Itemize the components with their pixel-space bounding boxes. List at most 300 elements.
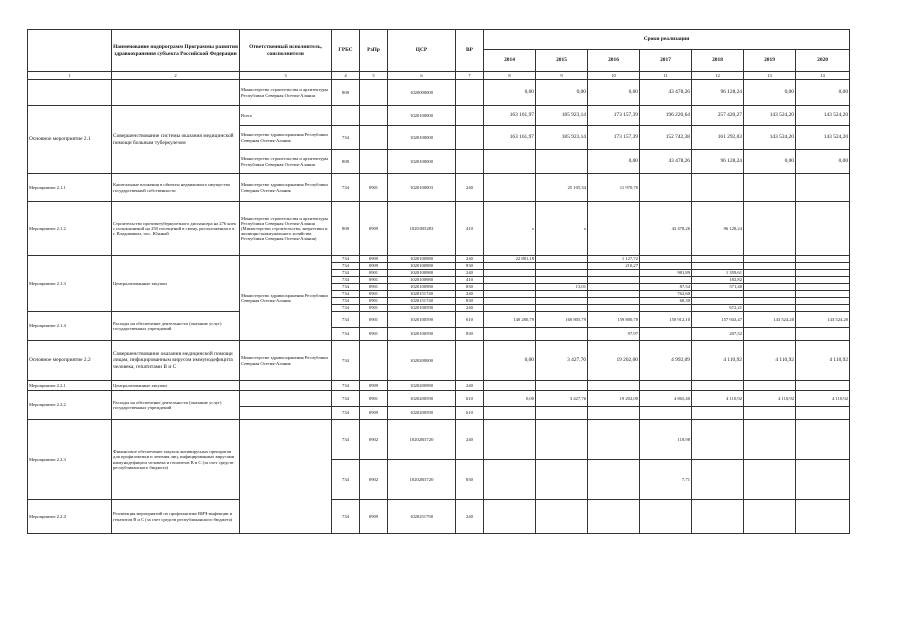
- vr-cell: 830: [456, 284, 484, 291]
- year-value-cell: 207,52: [692, 328, 744, 341]
- executor-cell: Министерство здравоохранения Республики Северная Осетия-Алания: [240, 341, 332, 381]
- year-value-cell: [588, 407, 640, 420]
- grbs-cell: 734: [332, 256, 360, 263]
- year-value-cell: [796, 263, 850, 270]
- year-value-cell: 68,30: [640, 298, 692, 305]
- year-value-cell: 0,00: [796, 150, 850, 174]
- year-value-cell: 143 524,20: [744, 312, 796, 328]
- csr-cell: 1020100000: [388, 126, 456, 150]
- year-value-cell: [588, 500, 640, 534]
- year-value-cell: [484, 407, 536, 420]
- rz-cell: 0902: [360, 460, 388, 500]
- year-header: 2016: [588, 50, 640, 72]
- vr-cell: [456, 106, 484, 126]
- vr-cell: [456, 341, 484, 381]
- year-value-cell: 0,00: [588, 150, 640, 174]
- year-value-cell: 571,40: [692, 284, 744, 291]
- col-header-deadlines: Сроки реализации: [484, 30, 850, 50]
- year-value-cell: 981,89: [640, 270, 692, 277]
- year-value-cell: 87,54: [640, 284, 692, 291]
- measure-code-cell: Мероприятие 2.1.3: [28, 256, 112, 312]
- grbs-cell: 734: [332, 381, 360, 391]
- vr-cell: 410: [456, 277, 484, 284]
- year-value-cell: [588, 291, 640, 298]
- measure-name-cell: Совершенствование оказания медицинской помощи лицам, инфицированным вирусом иммунодефицита человека, гепатитами B и C: [112, 341, 240, 381]
- grbs-cell: 734: [332, 460, 360, 500]
- grbs-cell: 734: [332, 174, 360, 202]
- year-header: 2018: [692, 50, 744, 72]
- year-value-cell: [536, 420, 588, 460]
- year-value-cell: 161 292,03: [692, 126, 744, 150]
- year-value-cell: [692, 460, 744, 500]
- year-value-cell: [640, 500, 692, 534]
- year-value-cell: 173 157,39: [588, 106, 640, 126]
- year-value-cell: 163 161,97: [484, 126, 536, 150]
- year-value-cell: [796, 328, 850, 341]
- year-value-cell: [484, 328, 536, 341]
- table-row: [28, 420, 850, 460]
- csr-cell: 1020100980: [388, 263, 456, 270]
- grbs-cell: 734: [332, 312, 360, 328]
- year-value-cell: 0,00: [744, 80, 796, 106]
- grbs-cell: 808: [332, 150, 360, 174]
- year-value-cell: [484, 277, 536, 284]
- rz-cell: [360, 106, 388, 126]
- year-value-cell: [640, 256, 692, 263]
- col-header-rzpr: РзПр: [360, 30, 388, 72]
- year-value-cell: [796, 420, 850, 460]
- year-value-cell: [484, 284, 536, 291]
- rz-cell: [360, 126, 388, 150]
- year-value-cell: 4 110,92: [796, 391, 850, 407]
- year-value-cell: 140 280,79: [484, 312, 536, 328]
- measure-name-cell: Строительство противотуберкулезного диспансера на 276 коек с поликлиникой на 250 посещений в смену, расположенного в г. Владикавказ, пос. Южный: [112, 202, 240, 256]
- rz-cell: 0909: [360, 263, 388, 270]
- measure-code-cell: Основное мероприятие 2.2: [28, 341, 112, 381]
- year-value-cell: [796, 256, 850, 263]
- measure-name-cell: Централизованные закупки: [112, 381, 240, 391]
- table-row: [28, 341, 850, 381]
- year-value-cell: [744, 277, 796, 284]
- vr-cell: 610: [456, 407, 484, 420]
- grbs-cell: 734: [332, 263, 360, 270]
- year-value-cell: [796, 291, 850, 298]
- year-value-cell: [692, 298, 744, 305]
- year-value-cell: [744, 298, 796, 305]
- executor-cell: Министерство строительства и архитектуры Республики Северная Осетия-Алания: [240, 150, 332, 174]
- year-value-cell: х: [536, 202, 588, 256]
- year-value-cell: [744, 305, 796, 312]
- year-value-cell: [588, 277, 640, 284]
- grbs-cell: 734: [332, 298, 360, 305]
- year-value-cell: [484, 305, 536, 312]
- measure-code-cell: Мероприятие 2.2.4: [28, 500, 112, 534]
- year-value-cell: 4 110,92: [692, 341, 744, 381]
- csr-cell: 1020100980: [388, 284, 456, 291]
- year-value-cell: [744, 202, 796, 256]
- year-value-cell: [640, 381, 692, 391]
- year-value-cell: 96 128,24: [692, 150, 744, 174]
- year-value-cell: 0,00: [484, 391, 536, 407]
- csr-cell: 1020151740: [388, 298, 456, 305]
- csr-cell: 1020200590: [388, 391, 456, 407]
- measure-name-cell: Централизованные закупки: [112, 256, 240, 312]
- executor-cell: Министерство здравоохранения Республики Северная Осетия-Алания: [240, 126, 332, 150]
- rz-cell: [360, 341, 388, 381]
- csr-cell: 1020100980: [388, 256, 456, 263]
- col-number: 10: [588, 72, 640, 80]
- year-value-cell: [640, 407, 692, 420]
- executor-cell: Министерство строительства и архитектуры Республики Северная Осетия-Алания (Министерство строительства, энергетики и жилищно-коммунального хозяйства Республики Северная Осетия-Алания): [240, 202, 332, 256]
- col-header-executor: Ответственный исполнитель, соисполнители: [240, 30, 332, 72]
- year-value-cell: х: [484, 202, 536, 256]
- year-value-cell: 185 923,14: [536, 126, 588, 150]
- table-row: [28, 256, 850, 263]
- year-value-cell: [588, 381, 640, 391]
- vr-cell: 240: [456, 270, 484, 277]
- rz-cell: 0901: [360, 277, 388, 284]
- vr-cell: 240: [456, 174, 484, 202]
- year-value-cell: [692, 500, 744, 534]
- rz-cell: 0909: [360, 381, 388, 391]
- year-value-cell: 118,98: [640, 420, 692, 460]
- year-value-cell: 97,97: [588, 328, 640, 341]
- year-value-cell: 11 970,70: [588, 174, 640, 202]
- vr-cell: 240: [456, 305, 484, 312]
- year-value-cell: 13,01: [536, 284, 588, 291]
- measure-name-cell: Расходы на обеспечение деятельности (оказание услуг) государственных учреждений: [112, 391, 240, 420]
- csr-cell: 1020200000: [388, 341, 456, 381]
- col-number: 1: [28, 72, 112, 80]
- rz-cell: 0901: [360, 270, 388, 277]
- executor-cell: Всего: [240, 106, 332, 126]
- table-row: [28, 80, 850, 106]
- year-value-cell: [796, 460, 850, 500]
- year-value-cell: [796, 270, 850, 277]
- csr-cell: 10202R3720: [388, 420, 456, 460]
- col-number: 7: [456, 72, 484, 80]
- table-row: [28, 312, 850, 328]
- rz-cell: 0901: [360, 291, 388, 298]
- year-value-cell: 163 161,97: [484, 106, 536, 126]
- col-header-program-name: Наименование подпрограмм Программы развития здравоохранения субъекта Российской Федерации: [112, 30, 240, 72]
- year-value-cell: [588, 202, 640, 256]
- measure-code-cell: Мероприятие 2.2.3: [28, 420, 112, 500]
- year-value-cell: 210,27: [588, 263, 640, 270]
- year-value-cell: [744, 256, 796, 263]
- rz-cell: 0909: [360, 202, 388, 256]
- year-value-cell: [484, 420, 536, 460]
- executor-cell: Министерство здравоохранения Республики Северная Осетия-Алания: [240, 174, 332, 202]
- col-number: 13: [744, 72, 796, 80]
- year-value-cell: 96 128,24: [692, 202, 744, 256]
- year-value-cell: 43 478,26: [640, 202, 692, 256]
- vr-cell: 830: [456, 328, 484, 341]
- year-value-cell: 196 220,64: [640, 106, 692, 126]
- table-row: [28, 174, 850, 202]
- vr-cell: 610: [456, 312, 484, 328]
- year-value-cell: [796, 284, 850, 291]
- rz-cell: 0901: [360, 391, 388, 407]
- grbs-cell: 734: [332, 305, 360, 312]
- year-value-cell: [744, 407, 796, 420]
- col-number: 12: [692, 72, 744, 80]
- year-value-cell: [588, 270, 640, 277]
- year-value-cell: 4 110,92: [744, 341, 796, 381]
- rz-cell: [360, 80, 388, 106]
- csr-cell: 1020000000: [388, 80, 456, 106]
- year-value-cell: 4 992,09: [640, 341, 692, 381]
- year-value-cell: [588, 305, 640, 312]
- year-value-cell: 3 427,76: [536, 391, 588, 407]
- vr-cell: 240: [456, 291, 484, 298]
- csr-cell: 1020100003: [388, 174, 456, 202]
- csr-cell: 1020100980: [388, 270, 456, 277]
- year-value-cell: [640, 328, 692, 341]
- measure-code-cell: Мероприятие 2.2.2: [28, 391, 112, 420]
- vr-cell: [456, 80, 484, 106]
- vr-cell: 610: [456, 391, 484, 407]
- table-row: [28, 391, 850, 407]
- vr-cell: 830: [456, 460, 484, 500]
- year-value-cell: 19 202,00: [588, 391, 640, 407]
- year-value-cell: [796, 407, 850, 420]
- year-value-cell: [796, 202, 850, 256]
- col-number: 9: [536, 72, 588, 80]
- executor-cell: [240, 381, 332, 391]
- year-value-cell: [744, 500, 796, 534]
- year-value-cell: [588, 298, 640, 305]
- vr-cell: 410: [456, 202, 484, 256]
- executor-cell: Министерство строительства и архитектуры Республики Северная Осетия-Алания: [240, 80, 332, 106]
- year-value-cell: [484, 263, 536, 270]
- year-value-cell: [692, 256, 744, 263]
- year-value-cell: [484, 381, 536, 391]
- year-value-cell: [536, 291, 588, 298]
- year-value-cell: 143 524,20: [744, 106, 796, 126]
- table-row: [28, 202, 850, 256]
- year-value-cell: 7,71: [640, 460, 692, 500]
- grbs-cell: 734: [332, 500, 360, 534]
- year-value-cell: [484, 298, 536, 305]
- year-value-cell: [796, 298, 850, 305]
- year-value-cell: [640, 277, 692, 284]
- grbs-cell: [332, 106, 360, 126]
- grbs-cell: 734: [332, 291, 360, 298]
- grbs-cell: 734: [332, 126, 360, 150]
- measure-code-cell: Мероприятие 2.1.2: [28, 202, 112, 256]
- year-value-cell: [536, 305, 588, 312]
- year-value-cell: [744, 270, 796, 277]
- year-value-cell: 1 359,61: [692, 270, 744, 277]
- year-value-cell: 1 127,72: [588, 256, 640, 263]
- year-value-cell: [692, 420, 744, 460]
- grbs-cell: 734: [332, 420, 360, 460]
- measure-code-cell: Мероприятие 2.1.4: [28, 312, 112, 341]
- year-value-cell: 0,00: [796, 80, 850, 106]
- col-header-vr: ВР: [456, 30, 484, 72]
- csr-cell: 10202R3720: [388, 460, 456, 500]
- grbs-cell: 734: [332, 391, 360, 407]
- year-value-cell: 25 105,34: [536, 174, 588, 202]
- csr-cell: 1020100980: [388, 277, 456, 284]
- year-value-cell: [536, 277, 588, 284]
- year-value-cell: [744, 420, 796, 460]
- rz-cell: [360, 150, 388, 174]
- grbs-cell: 734: [332, 270, 360, 277]
- grbs-cell: 734: [332, 407, 360, 420]
- year-value-cell: [588, 284, 640, 291]
- csr-cell: 1020100000: [388, 106, 456, 126]
- measure-code-cell: Основное мероприятие 2.1: [28, 106, 112, 174]
- year-value-cell: [536, 407, 588, 420]
- year-value-cell: 160 805,79: [536, 312, 588, 328]
- year-value-cell: [744, 381, 796, 391]
- measure-name-cell: Расходы на обеспечение деятельности (оказание услуг) государственных учреждений: [112, 312, 240, 341]
- measure-code-cell: Мероприятие 2.2.1: [28, 381, 112, 391]
- year-value-cell: 0,00: [588, 80, 640, 106]
- year-value-cell: [744, 174, 796, 202]
- col-number: 6: [388, 72, 456, 80]
- rz-cell: 0909: [360, 407, 388, 420]
- col-number: 5: [360, 72, 388, 80]
- executor-cell: [240, 420, 332, 534]
- year-value-cell: 43 478,26: [640, 80, 692, 106]
- measure-code-cell: [28, 80, 112, 106]
- vr-cell: 830: [456, 298, 484, 305]
- year-value-cell: [744, 263, 796, 270]
- grbs-cell: 734: [332, 277, 360, 284]
- measure-name-cell: Финансовое обеспечение закупок антивирусных препаратов для профилактики и лечения лиц, инфицированных вирусами иммунодефицита человека и гепатитов B и C (за счет средств республиканского бюджета): [112, 420, 240, 500]
- csr-cell: 1020100590: [388, 328, 456, 341]
- col-number: 2: [112, 72, 240, 80]
- year-value-cell: 4 110,92: [796, 341, 850, 381]
- year-value-cell: [796, 305, 850, 312]
- year-value-cell: 43 478,26: [640, 150, 692, 174]
- year-value-cell: 182,82: [692, 277, 744, 284]
- year-value-cell: [484, 150, 536, 174]
- csr-cell: 10201R5283: [388, 202, 456, 256]
- year-value-cell: 159 800,78: [588, 312, 640, 328]
- year-value-cell: [536, 381, 588, 391]
- year-value-cell: 762,60: [640, 291, 692, 298]
- csr-cell: 1020100590: [388, 305, 456, 312]
- year-value-cell: 3 427,76: [536, 341, 588, 381]
- year-value-cell: 173 157,39: [588, 126, 640, 150]
- year-value-cell: [588, 460, 640, 500]
- year-value-cell: 0,00: [536, 80, 588, 106]
- rz-cell: 0901: [360, 284, 388, 291]
- year-value-cell: [536, 328, 588, 341]
- col-number: 14: [796, 72, 850, 80]
- year-value-cell: [484, 500, 536, 534]
- col-number: 8: [484, 72, 536, 80]
- year-value-cell: 4 110,92: [744, 391, 796, 407]
- csr-cell: 1020100590: [388, 312, 456, 328]
- vr-cell: 240: [456, 256, 484, 263]
- measure-name-cell: [112, 80, 240, 106]
- vr-cell: [456, 150, 484, 174]
- year-value-cell: [692, 291, 744, 298]
- year-value-cell: 0,00: [744, 150, 796, 174]
- grbs-cell: 734: [332, 284, 360, 291]
- measure-name-cell: Совершенствование системы оказания медицинской помощи больным туберкулезом: [112, 106, 240, 174]
- csr-cell: 1020151740: [388, 291, 456, 298]
- csr-cell: 1020200980: [388, 381, 456, 391]
- vr-cell: 240: [456, 381, 484, 391]
- grbs-cell: 734: [332, 341, 360, 381]
- year-value-cell: [484, 291, 536, 298]
- year-value-cell: [796, 381, 850, 391]
- year-header: 2020: [796, 50, 850, 72]
- rz-cell: 0901: [360, 305, 388, 312]
- vr-cell: [456, 126, 484, 150]
- year-value-cell: [484, 460, 536, 500]
- csr-cell: 1020251790: [388, 500, 456, 534]
- year-header: 2019: [744, 50, 796, 72]
- col-number: 11: [640, 72, 692, 80]
- measure-code-cell: Мероприятие 2.1.1: [28, 174, 112, 202]
- vr-cell: 240: [456, 420, 484, 460]
- col-number: 3: [240, 72, 332, 80]
- year-header: 2015: [536, 50, 588, 72]
- year-value-cell: 0,00: [484, 80, 536, 106]
- year-value-cell: 143 524,20: [796, 312, 850, 328]
- year-value-cell: [692, 174, 744, 202]
- year-value-cell: [536, 150, 588, 174]
- year-value-cell: 22 881,18: [484, 256, 536, 263]
- table-row: [28, 381, 850, 391]
- year-value-cell: [640, 263, 692, 270]
- year-value-cell: [640, 305, 692, 312]
- year-value-cell: 96 128,24: [692, 80, 744, 106]
- table-row: [28, 500, 850, 534]
- col-header-grbs: ГРБС: [332, 30, 360, 72]
- grbs-cell: 808: [332, 80, 360, 106]
- grbs-cell: 808: [332, 202, 360, 256]
- year-value-cell: [796, 500, 850, 534]
- year-value-cell: [744, 284, 796, 291]
- year-value-cell: [588, 420, 640, 460]
- year-value-cell: [536, 298, 588, 305]
- year-value-cell: [536, 460, 588, 500]
- year-value-cell: [692, 407, 744, 420]
- year-value-cell: 672,21: [692, 305, 744, 312]
- year-value-cell: [796, 174, 850, 202]
- year-value-cell: 143 524,20: [796, 126, 850, 150]
- grbs-cell: 734: [332, 328, 360, 341]
- executor-cell: Министерство здравоохранения Республики Северная Осетия-Алания: [240, 256, 332, 341]
- rz-cell: 0901: [360, 174, 388, 202]
- year-value-cell: [536, 270, 588, 277]
- vr-cell: 830: [456, 263, 484, 270]
- year-value-cell: 152 742,38: [640, 126, 692, 150]
- col-number: 4: [332, 72, 360, 80]
- csr-cell: 1020100000: [388, 150, 456, 174]
- year-value-cell: [796, 277, 850, 284]
- year-value-cell: 19 202,00: [588, 341, 640, 381]
- year-value-cell: [484, 174, 536, 202]
- col-header-blank: [28, 30, 112, 72]
- year-value-cell: [484, 270, 536, 277]
- year-value-cell: [536, 263, 588, 270]
- rz-cell: 0901: [360, 298, 388, 305]
- rz-cell: 0902: [360, 420, 388, 460]
- vr-cell: 240: [456, 500, 484, 534]
- year-value-cell: 143 524,20: [744, 126, 796, 150]
- year-value-cell: 257 420,27: [692, 106, 744, 126]
- year-value-cell: 157 943,47: [692, 312, 744, 328]
